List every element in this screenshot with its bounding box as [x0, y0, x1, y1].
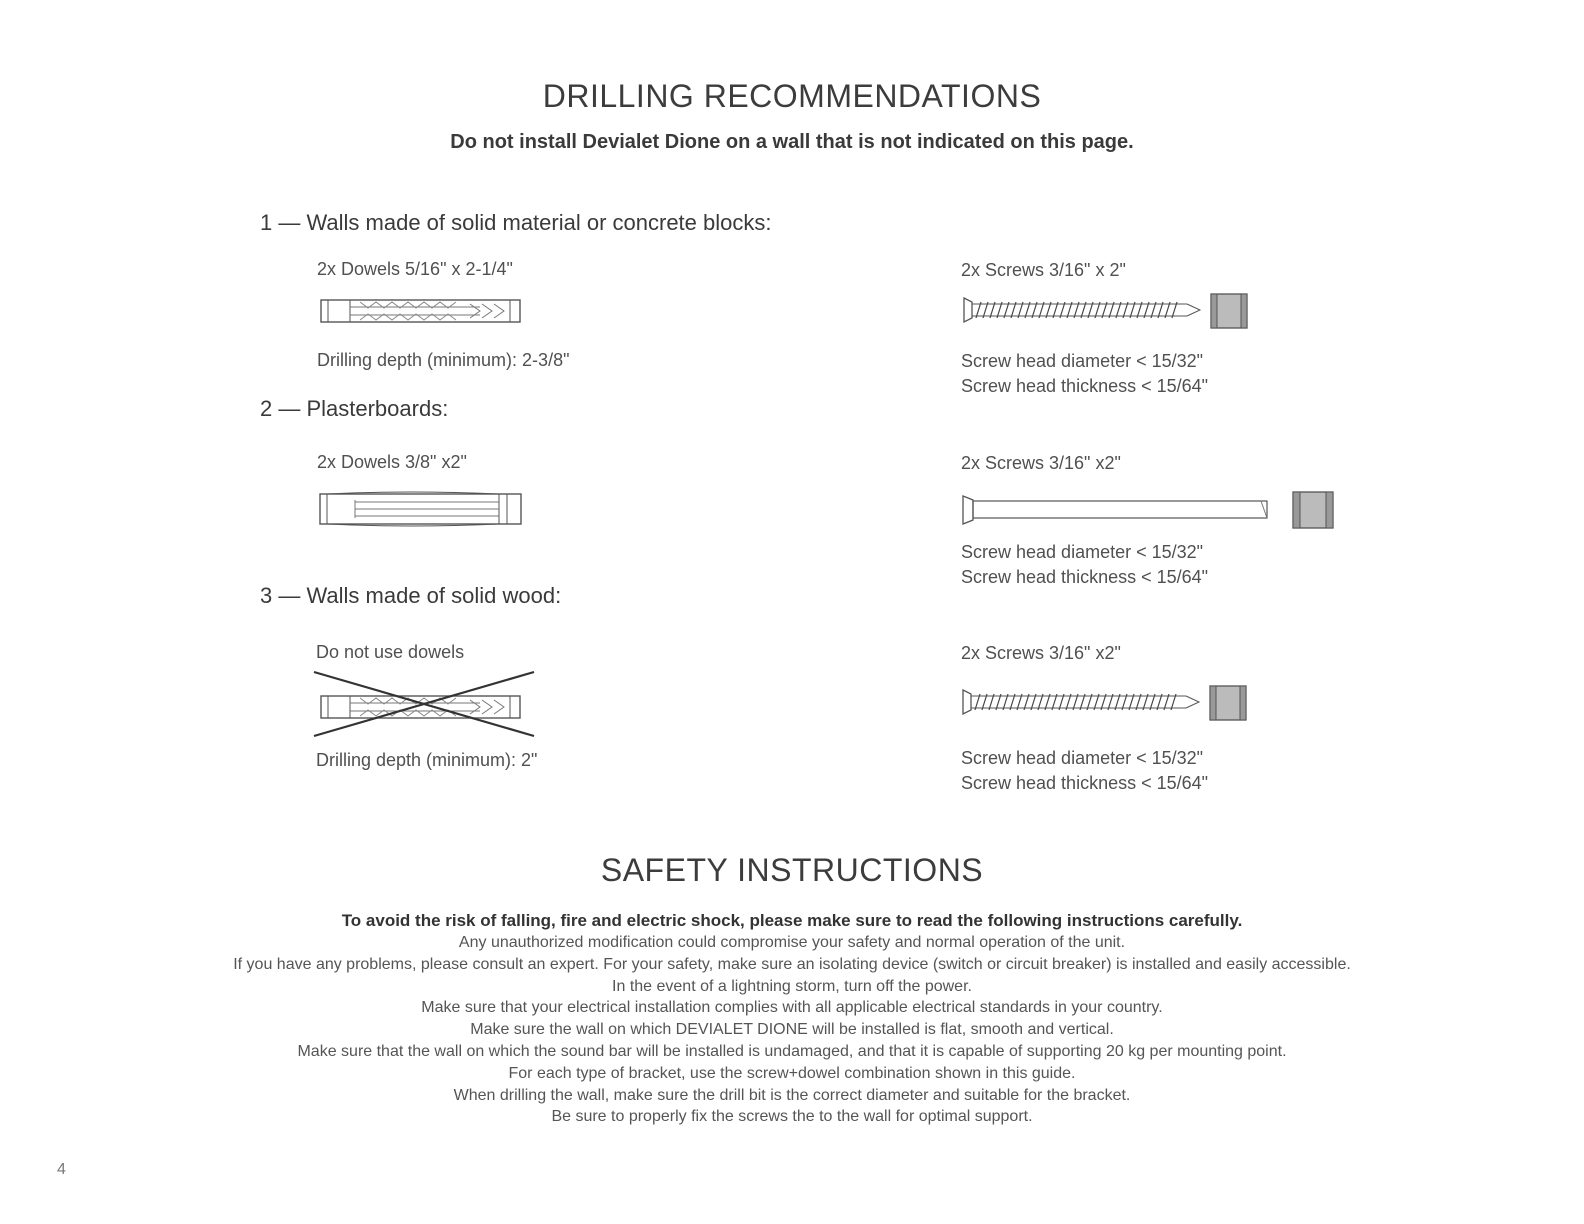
wall3-head-thickness: Screw head thickness < 15/64" — [961, 773, 1209, 793]
safety-line: In the event of a lightning storm, turn off the power. — [612, 977, 972, 995]
wall2-head-thickness: Screw head thickness < 15/64" — [961, 567, 1209, 587]
safety-line: Make sure that your electrical installation complies with all applicable electrical standards in your country. — [421, 999, 1163, 1017]
wall1-head-diameter: Screw head diameter < 15/32" — [961, 351, 1204, 371]
wall3-dowels-label: Do not use dowels — [316, 642, 465, 662]
wall1-heading: 1 — Walls made of solid material or concrete blocks: — [260, 210, 772, 235]
wall1-depth-label: Drilling depth (minimum): 2-3/8" — [317, 350, 570, 370]
wall3-screw-illustration — [961, 684, 1251, 722]
safety-line: When drilling the wall, make sure the drill bit is the correct diameter and suitable for the bracket. — [453, 1086, 1131, 1104]
page-number: 4 — [57, 1161, 66, 1178]
wall1-screws-label: 2x Screws 3/16" x 2" — [961, 260, 1126, 280]
wall3-depth-label: Drilling depth (minimum): 2" — [316, 750, 538, 770]
wall1-dowels-label: 2x Dowels 5/16" x 2-1/4" — [317, 259, 513, 279]
safety-line: Any unauthorized modification could compromise your safety and normal operation of the unit. — [458, 934, 1126, 951]
safety-line: Be sure to properly fix the screws the to the wall for optimal support. — [551, 1108, 1033, 1126]
safety-line: If you have any problems, please consult an expert. For your safety, make sure an isolating device (switch or circuit breaker) is installed and easily accessible. — [233, 955, 1351, 973]
wall3-head-diameter: Screw head diameter < 15/32" — [961, 748, 1204, 768]
wall2-dowels-label: 2x Dowels 3/8" x2" — [317, 452, 467, 472]
wall1-dowel-illustration — [320, 296, 522, 326]
wall3-screws-label: 2x Screws 3/16" x2" — [961, 643, 1121, 663]
safety-warning: To avoid the risk of falling, fire and electric shock, please make sure to read the following instructions carefully. — [341, 911, 1243, 930]
safety-title: SAFETY INSTRUCTIONS — [600, 852, 984, 888]
safety-line: Make sure the wall on which DEVIALET DIONE will be installed is flat, smooth and vertical. — [470, 1021, 1114, 1039]
drilling-title: DRILLING RECOMMENDATIONS — [542, 78, 1042, 114]
wall2-dowel-illustration — [319, 490, 524, 528]
wall3-heading: 3 — Walls made of solid wood: — [260, 583, 562, 608]
safety-line: Make sure that the wall on which the sound bar will be installed is undamaged, and that it is capable of supporting 20 kg per mounting point. — [297, 1042, 1287, 1060]
wall1-screw-illustration — [962, 292, 1252, 330]
wall2-head-diameter: Screw head diameter < 15/32" — [961, 542, 1204, 562]
wall2-screw-illustration — [961, 490, 1337, 530]
drilling-warning: Do not install Devialet Dione on a wall that is not indicated on this page. — [450, 131, 1134, 153]
wall3-crossed-dowel-illustration — [312, 670, 538, 740]
wall2-screws-label: 2x Screws 3/16" x2" — [961, 453, 1121, 473]
wall1-head-thickness: Screw head thickness < 15/64" — [961, 376, 1209, 396]
safety-instructions-list — [0, 932, 1584, 1128]
wall2-heading: 2 — Plasterboards: — [260, 396, 449, 421]
safety-line: For each type of bracket, use the screw+dowel combination shown in this guide. — [508, 1064, 1076, 1082]
